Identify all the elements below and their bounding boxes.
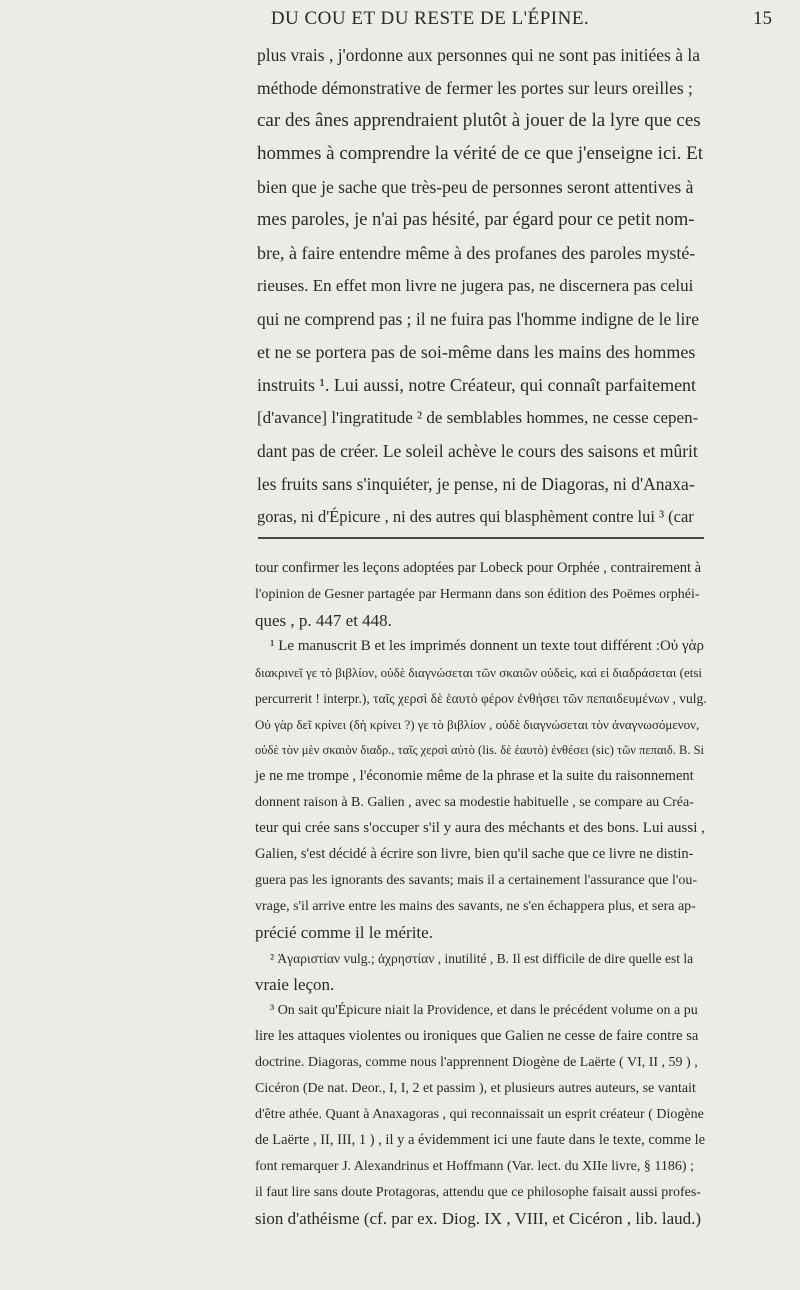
running-head: DU COU ET DU RESTE DE L'ÉPINE. <box>270 8 590 29</box>
text-line: rieuses. En effet mon livre ne jugera pas, ne discernera pas celui <box>257 276 694 295</box>
footnote-line: ² Ἀγαριστίαν vulg.; ἀχρηστίαν , inutilité , B. Il est difficile de dire quelle est la <box>270 951 694 966</box>
footnote-line: donnent raison à B. Galien , avec sa modestie habituelle , se compare au Créa- <box>255 795 694 810</box>
footnote-line: ques , p. 447 et 448. <box>255 611 392 630</box>
footnote-line: doctrine. Diagoras, comme nous l'apprennent Diogène de Laërte ( VI, II , 59 ) , <box>255 1055 698 1070</box>
footnote-line: teur qui crée sans s'occuper s'il y aura des méchants et des bons. Lui aussi , <box>255 820 705 836</box>
text-line: plus vrais , j'ordonne aux personnes qui ne sont pas initiées à la <box>257 45 700 65</box>
footnote-line: Cicéron (De nat. Deor., I, I, 2 et passim ), et plusieurs autres auteurs, se vantait <box>255 1081 696 1096</box>
footnote-line: percurrerit ! interpr.), ταῖς χερσὶ δὲ ἑαυτὸ φέρον ἐνθήσει τῶν πεπαιδευμένων , vulg. <box>255 691 707 706</box>
footnote-line: vraie leçon. <box>255 975 335 994</box>
footnote-divider <box>258 537 704 539</box>
text-line: bien que je sache que très-peu de personnes seront attentives à <box>257 177 694 197</box>
footnote-line: διακρινεῖ γε τὸ βιβλίον, οὐδὲ διαγνώσεται τῶν σκαιῶν οὐδεὶς, καὶ εἰ διαδράσεται (etsi <box>255 665 703 680</box>
footnote-line: Galien, s'est décidé à écrire son livre, bien qu'il sache que ce livre ne distin- <box>255 846 694 862</box>
text-line: hommes à comprendre la vérité de ce que j'enseigne ici. Et <box>257 143 704 164</box>
text-line: qui ne comprend pas ; il ne fuira pas l'homme indigne de le lire <box>257 309 699 329</box>
footnote-line: guera pas les ignorants des savants; mais il a certainement l'assurance que l'ou- <box>255 873 698 888</box>
footnote-line: précié comme il le mérite. <box>255 923 433 942</box>
footnote-line: ¹ Le manuscrit B et les imprimés donnent un texte tout différent :Οὐ γὰρ <box>270 638 704 654</box>
footnote-line: sion d'athéisme (cf. par ex. Diog. IX , VIII, et Cicéron , lib. laud.) <box>255 1209 702 1228</box>
footnote-line: il faut lire sans doute Protagoras, attendu que ce philosophe faisait aussi profes- <box>255 1185 701 1200</box>
page-header <box>0 6 800 36</box>
text-line: et ne se portera pas de soi-même dans les mains des hommes <box>257 342 696 362</box>
footnote-line: οὐδὲ τὸν μὲν σκαιὸν διαδρ., ταῖς χερσὶ αὐτὸ (lis. δὲ ἑαυτὸ) ἐνθέσει (sic) τῶν πεπαιδ. B. Si <box>255 743 705 757</box>
footnote-line: d'être athée. Quant à Anaxagoras , qui reconnaissait un esprit créateur ( Diogène <box>255 1107 704 1122</box>
footnote-line: lire les attaques violentes ou ironiques que Galien ne cesse de faire contre sa <box>255 1028 699 1044</box>
text-line: méthode démonstrative de fermer les portes sur leurs oreilles ; <box>257 78 693 98</box>
text-line: instruits ¹. Lui aussi, notre Créateur, qui connaît parfaitement <box>257 375 697 395</box>
text-line: mes paroles, je n'ai pas hésité, par égard pour ce petit nom- <box>257 210 695 230</box>
text-line: [d'avance] l'ingratitude ² de semblables hommes, ne cesse cepen- <box>257 408 699 427</box>
footnote-line: je ne me trompe , l'économie même de la phrase et la suite du raisonnement <box>255 768 694 784</box>
text-line: bre, à faire entendre même à des profanes des paroles mysté- <box>257 243 696 263</box>
footnote-line: vrage, s'il arrive entre les mains des savants, ne s'en échappera plus, et sera ap- <box>255 899 696 914</box>
text-line: dant pas de créer. Le soleil achève le cours des saisons et mûrit <box>257 441 698 461</box>
footnote-line: font remarquer J. Alexandrinus et Hoffmann (Var. lect. du XIIe livre, § 1186) ; <box>255 1159 694 1174</box>
footnote-line: tour confirmer les leçons adoptées par Lobeck pour Orphée , contrairement à <box>255 560 702 576</box>
text-line: goras, ni d'Épicure , ni des autres qui blasphèment contre lui ³ (car <box>257 507 694 526</box>
footnote-line: Οὐ γὰρ δεῖ κρίνει (δὴ κρίνει ?) γε τὸ βιβλίον , οὐδὲ διαγνώσεται τὸν ἀναγνωσόμενον, <box>255 717 700 732</box>
text-line: car des ânes apprendraient plutôt à jouer de la lyre que ces <box>257 110 701 131</box>
footnote-line: ³ On sait qu'Épicure niait la Providence, et dans le précédent volume on a pu <box>270 1003 698 1018</box>
footnote-line: de Laërte , II, III, 1 ) , il y a évidemment ici une faute dans le texte, comme le <box>255 1132 706 1148</box>
page-number: 15 <box>753 8 772 29</box>
footnote-line: l'opinion de Gesner partagée par Hermann dans son édition des Poëmes orphéi- <box>255 587 700 602</box>
text-line: les fruits sans s'inquiéter, je pense, ni de Diagoras, ni d'Anaxa- <box>257 474 695 494</box>
